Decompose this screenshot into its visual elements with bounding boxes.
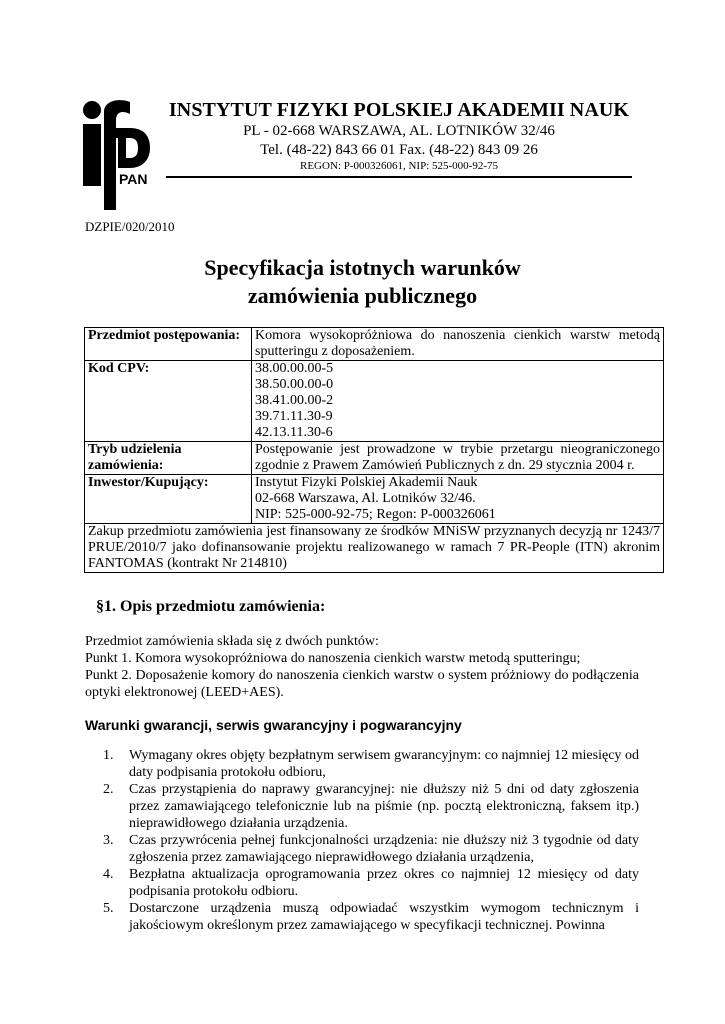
institute-registry: REGON: P-000326061, NIP: 525-000-92-75 — [300, 160, 498, 172]
document-title-line1: Specyfikacja istotnych warunków — [204, 255, 521, 280]
list-item-number: 1. — [103, 748, 114, 763]
section-point-1: Punkt 1. Komora wysokopróżniowa do nanoszenia cienkich warstw metodą sputteringu; — [85, 651, 581, 666]
warranty-heading: Warunki gwarancji, serwis gwarancyjny i pogwarancyjny — [85, 717, 462, 733]
logo-text: PAN — [119, 171, 148, 187]
cpv-code: 42.13.11.30-6 — [255, 425, 333, 440]
institute-contact: Tel. (48-22) 843 66 01 Fax. (48-22) 843 09 26 — [260, 142, 538, 158]
section-intro: Przedmiot zamówienia składa się z dwóch punktów: — [85, 634, 379, 649]
section-point-2: Punkt 2. Doposażenie komory do nanoszenia cienkich warstw o system próżniowy do podłączenia optyki elektronowej (LEED+AES). — [85, 668, 639, 700]
mode-label: Tryb udzielenia zamówienia: — [85, 442, 252, 475]
list-item-number: 4. — [103, 867, 114, 882]
investor-name: Instytut Fizyki Polskiej Akademii Nauk — [255, 475, 478, 490]
list-item — [103, 832, 639, 866]
investor-ids: NIP: 525-000-92-75; Regon: P-000326061 — [255, 507, 496, 522]
institute-address: PL - 02-668 WARSZAWA, AL. LOTNIKÓW 32/46 — [243, 123, 555, 139]
document-number: DZPIE/020/2010 — [85, 219, 175, 234]
investor-label: Inwestor/Kupujący: — [85, 475, 252, 524]
document-title — [0, 254, 725, 310]
section-heading: §1. Opis przedmiotu zamówienia: — [96, 598, 326, 615]
cpv-label: Kod CPV: — [85, 361, 252, 442]
subject-label: Przedmiot postępowania: — [85, 328, 252, 361]
table-row — [85, 361, 664, 442]
list-item-text: Bezpłatna aktualizacja oprogramowania przez okres co najmniej 12 miesięcy od daty podpisania protokołu odbioru. — [129, 867, 639, 899]
cpv-code: 38.41.00.00-2 — [255, 393, 334, 408]
list-item — [103, 747, 639, 781]
letterhead — [166, 100, 632, 172]
subject-value: Komora wysokopróżniowa do nanoszenia cienkich warstw metodą sputteringu z doposażeniem. — [252, 328, 664, 361]
document-title-line2: zamówienia publicznego — [247, 283, 478, 308]
list-item-text: Dostarczone urządzenia muszą odpowiadać wszystkim wymogom technicznym i jakościowym określonym przez zamawiającego w specyfikacji technicznej. Powinna — [129, 901, 639, 933]
investor-value — [252, 475, 664, 524]
cpv-code: 38.00.00.00-5 — [255, 361, 334, 376]
list-item — [103, 781, 639, 832]
list-item-text: Wymagany okres objęty bezpłatnym serwisem gwarancyjnym: co najmniej 12 miesięcy od daty podpisania protokołu odbioru, — [129, 748, 639, 780]
section-description — [85, 633, 639, 701]
procurement-info-table — [84, 327, 664, 573]
cpv-code: 39.71.11.30-9 — [255, 409, 333, 424]
investor-address: 02-668 Warszawa, Al. Lotników 32/46. — [255, 491, 476, 506]
table-row — [85, 524, 664, 573]
ifpan-logo — [80, 98, 150, 210]
warranty-list — [103, 747, 639, 934]
table-row — [85, 328, 664, 361]
list-item-number: 3. — [103, 833, 114, 848]
list-item-text: Czas przywrócenia pełnej funkcjonalności urządzenia: nie dłuższy niż 3 tygodnie od daty zgłoszenia przez zamawiającego nieprawidłowego działania urządzenia, — [129, 833, 639, 865]
table-row — [85, 442, 664, 475]
table-row — [85, 475, 664, 524]
mode-value: Postępowanie jest prowadzone w trybie przetargu nieograniczonego zgodnie z Prawem Zamówień Publicznych z dn. 29 stycznia 2004 r. — [252, 442, 664, 475]
cpv-codes — [252, 361, 664, 442]
funding-note: Zakup przedmiotu zamówienia jest finansowany ze środków MNiSW przyznanych decyzją nr 1243/7 PRUE/2010/7 jako dofinansowanie projektu realizowanego w ramach 7 PR-People (ITN) akronim FANTOMAS (kontrakt Nr 214810) — [85, 524, 664, 573]
institute-name: INSTYTUT FIZYKI POLSKIEJ AKADEMII NAUK — [168, 99, 630, 121]
header-divider — [166, 176, 632, 178]
list-item-text: Czas przystąpienia do naprawy gwarancyjnej: nie dłuższy niż 5 dni od daty zgłoszenia przez zamawiającego telefonicznie lub na piśmie (np. pocztą elektroniczną, faksem itp.) nieprawidłowego działania urządzenia. — [129, 782, 639, 831]
cpv-code: 38.50.00.00-0 — [255, 377, 334, 392]
list-item-number: 2. — [103, 782, 114, 797]
list-item — [103, 900, 639, 934]
list-item — [103, 866, 639, 900]
list-item-number: 5. — [103, 901, 114, 916]
